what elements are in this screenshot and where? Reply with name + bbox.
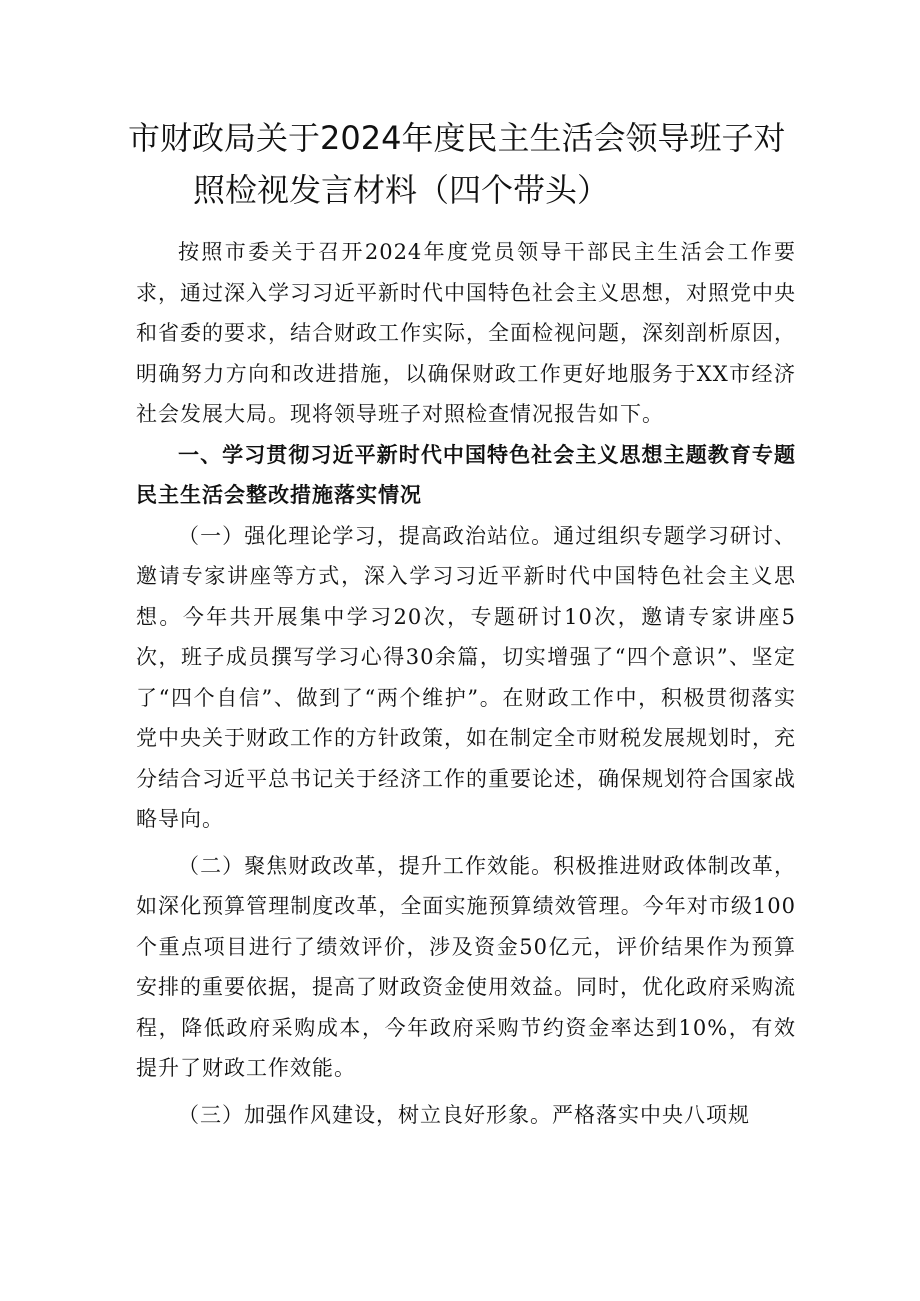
document-body [136,232,796,1135]
paragraph-item-1: （一）强化理论学习，提高政治站位。通过组织专题学习研讨、邀请专家讲座等方式，深入学习习近平新时代中国特色社会主义思想。今年共开展集中学习20次，专题研讨10次，邀请专家讲座5次，班子成员撰写学习心得30余篇，切实增强了“四个意识”、坚定了“四个自信”、做到了“两个维护”。在财政工作中，积极贯彻落实党中央关于财政工作的方针政策，如在制定全市财税发展规划时，充分结合习近平总书记关于经济工作的重要论述，确保规划符合国家战略导向。 [136,523,796,831]
document-title [128,112,808,216]
title-line-1: 市财政局关于2024年度民主生活会领导班子对 [128,119,786,157]
paragraph-item-2: （二）聚焦财政改革，提升工作效能。积极推进财政体制改革，如深化预算管理制度改革，全面实施预算绩效管理。今年对市级100个重点项目进行了绩效评价，涉及资金50亿元，评价结果作为预算安排的重要依据，提高了财政资金使用效益。同时，优化政府采购流程，降低政府采购成本，今年政府采购节约资金率达到10%，有效提升了财政工作效能。 [136,853,796,1080]
title-line-2: 照检视发言材料（四个带头） [193,171,610,209]
paragraph-item-3: （三）加强作风建设，树立良好形象。严格落实中央八项规 [178,1102,750,1127]
section-heading-1: 一、学习贯彻习近平新时代中国特色社会主义思想主题教育专题民主生活会整改措施落实情况 [136,441,796,507]
intro-paragraph: 按照市委关于召开2024年度党员领导干部民主生活会工作要求，通过深入学习习近平新时代中国特色社会主义思想，对照党中央和省委的要求，结合财政工作实际，全面检视问题，深刻剖析原因，明确努力方向和改进措施，以确保财政工作更好地服务于XX市经济社会发展大局。现将领导班子对照检查情况报告如下。 [136,240,796,426]
